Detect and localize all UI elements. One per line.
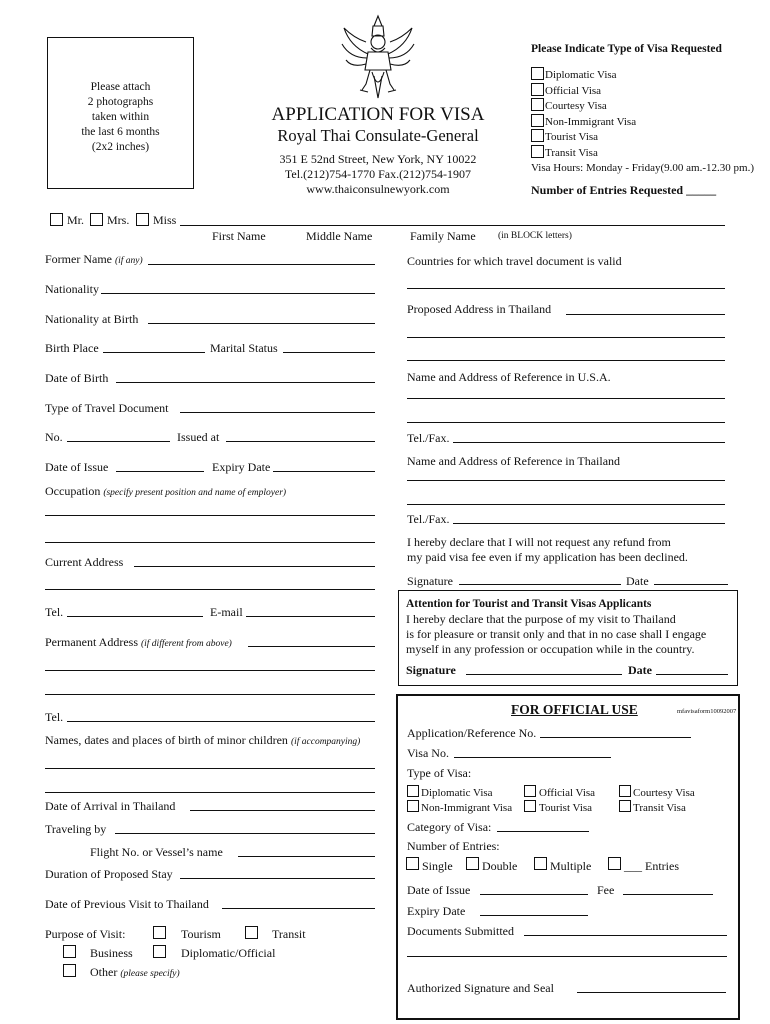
label-category: Category of Visa: (407, 820, 492, 834)
attention-title: Attention for Tourist and Transit Visas Applicants (406, 598, 652, 610)
label-type-of-visa: Type of Visa: (407, 766, 472, 780)
official-date-issue-line[interactable] (480, 894, 588, 895)
label-perm-address (45, 635, 232, 650)
telfax-thai-line[interactable] (453, 523, 725, 524)
option-tourist-visa: Tourist Visa (545, 131, 599, 143)
label-block-letters: (in BLOCK letters) (498, 231, 572, 241)
official-expiry-line[interactable] (480, 915, 588, 916)
children-text: Names, dates and places of birth of minor children (45, 733, 288, 747)
option-transit-visa: Transit Visa (545, 147, 598, 159)
signature-date-line[interactable] (654, 584, 728, 585)
label-travel-doc: Type of Travel Document (45, 401, 169, 415)
visa-no-line[interactable] (454, 757, 611, 758)
option-diplomatic-visa: Diplomatic Visa (545, 69, 617, 81)
entries-requested: Number of Entries Requested _____ (531, 183, 717, 197)
form-title: APPLICATION FOR VISA (271, 104, 485, 125)
garuda-emblem-icon (338, 12, 418, 102)
perm-address-text: Permanent Address (45, 635, 138, 649)
photo-instructions: Please attach 2 photographs taken within the last 6 months (2x2 inches) (81, 81, 160, 153)
occupation-line-1[interactable] (45, 515, 375, 516)
consulate-phone: Tel.(212)754-1770 Fax.(212)754-1907 (284, 167, 472, 181)
perm-address-line-2[interactable] (45, 670, 375, 671)
label-single: Single (422, 859, 453, 873)
label-tel-2: Tel. (45, 710, 64, 724)
checkbox-mr[interactable] (50, 213, 63, 226)
issued-at-line[interactable] (226, 441, 375, 442)
title-miss: Miss (153, 213, 177, 227)
label-signature-date: Date (626, 574, 649, 588)
checkbox-courtesy-visa[interactable] (531, 98, 544, 111)
tel-2-line[interactable] (67, 721, 375, 722)
label-duration: Duration of Proposed Stay (45, 867, 173, 881)
traveling-by-line[interactable] (115, 833, 375, 834)
label-tel: Tel. (45, 605, 64, 619)
current-address-line-2[interactable] (45, 589, 375, 590)
countries-valid-line[interactable] (407, 288, 725, 289)
label-telfax-thai: Tel./Fax. (407, 512, 450, 526)
label-number-entries: Number of Entries: (407, 839, 500, 853)
official-checkbox-transit[interactable] (619, 800, 631, 812)
label-flight: Flight No. or Vessel’s name (90, 845, 223, 859)
name-input-line[interactable] (180, 225, 725, 226)
label-issued-at: Issued at (177, 430, 220, 444)
title-mr: Mr. (67, 213, 85, 227)
other-text: Other (90, 965, 118, 979)
attention-signature-label: Signature (406, 663, 456, 677)
ref-thai-line-2[interactable] (407, 504, 725, 505)
option-official-visa: Official Visa (545, 85, 602, 97)
label-other (90, 965, 180, 980)
official-option-diplomatic: Diplomatic Visa (421, 787, 493, 799)
proposed-address-line-2[interactable] (407, 337, 725, 338)
label-diplomatic-official: Diplomatic/Official (181, 946, 276, 960)
attention-signature-line[interactable] (466, 674, 622, 675)
label-ref-usa: Name and Address of Reference in U.S.A. (407, 370, 611, 384)
doc-no-line[interactable] (67, 441, 170, 442)
email-line[interactable] (246, 616, 375, 617)
label-official-date-issue: Date of Issue (407, 883, 471, 897)
photo-box (47, 37, 194, 189)
app-ref-line[interactable] (540, 737, 691, 738)
label-visa-no: Visa No. (407, 746, 449, 760)
label-fee: Fee (597, 883, 615, 897)
label-expiry-date: Expiry Date (212, 460, 271, 474)
checkbox-mrs[interactable] (90, 213, 103, 226)
label-multiple: Multiple (550, 859, 592, 873)
label-middle-name: Middle Name (306, 229, 373, 243)
official-option-official: Official Visa (539, 787, 596, 799)
checkbox-tourism[interactable] (153, 926, 166, 939)
consulate-name: Royal Thai Consulate-General (277, 126, 479, 145)
official-option-transit: Transit Visa (633, 802, 686, 814)
perm-address-line-1[interactable] (248, 646, 375, 647)
label-purpose: Purpose of Visit: (45, 927, 126, 941)
consulate-website: www.thaiconsulnewyork.com (306, 182, 450, 196)
label-auth-signature: Authorized Signature and Seal (407, 981, 554, 995)
label-birth-place: Birth Place (45, 341, 99, 355)
arrival-line[interactable] (190, 810, 375, 811)
occupation-line-2[interactable] (45, 542, 375, 543)
label-telfax-usa: Tel./Fax. (407, 431, 450, 445)
label-doc-no: No. (45, 430, 63, 444)
option-non-immigrant-visa: Non-Immigrant Visa (545, 116, 637, 128)
children-line-2[interactable] (45, 792, 375, 793)
ref-usa-line-1[interactable] (407, 398, 725, 399)
label-dob: Date of Birth (45, 371, 109, 385)
current-address-line-1[interactable] (134, 566, 375, 567)
label-docs-submitted: Documents Submitted (407, 924, 514, 938)
checkbox-non-immigrant-visa[interactable] (531, 114, 544, 127)
attention-line-3: myself in any profession or occupation while in the country. (406, 642, 695, 656)
former-name-text: Former Name (45, 252, 112, 266)
official-checkbox-courtesy[interactable] (619, 785, 631, 797)
perm-address-line-3[interactable] (45, 694, 375, 695)
label-ref-thai: Name and Address of Reference in Thailand (407, 454, 621, 468)
label-official-expiry: Expiry Date (407, 904, 466, 918)
label-signature: Signature (407, 574, 453, 588)
proposed-address-line-3[interactable] (407, 360, 725, 361)
label-first-name: First Name (212, 229, 266, 243)
official-option-courtesy: Courtesy Visa (633, 787, 695, 799)
label-countries-valid: Countries for which travel document is valid (407, 254, 622, 268)
official-option-tourist: Tourist Visa (539, 802, 593, 814)
checkbox-transit[interactable] (245, 926, 258, 939)
visa-type-heading: Please Indicate Type of Visa Requested (531, 43, 722, 55)
marital-status-line[interactable] (283, 352, 375, 353)
checkbox-multiple[interactable] (534, 857, 547, 870)
label-email: E-mail (210, 605, 243, 619)
ref-usa-line-2[interactable] (407, 422, 725, 423)
nationality-birth-line[interactable] (148, 323, 375, 324)
label-occupation (45, 484, 286, 499)
checkbox-double[interactable] (466, 857, 479, 870)
attention-date-line[interactable] (656, 674, 728, 675)
checkbox-diplomatic-official[interactable] (153, 945, 166, 958)
flight-line[interactable] (238, 856, 375, 857)
official-use-box (396, 694, 740, 1020)
label-children (45, 733, 360, 748)
checkbox-entries[interactable] (608, 857, 621, 870)
label-marital-status: Marital Status (210, 341, 278, 355)
checkbox-business[interactable] (63, 945, 76, 958)
attention-line-1: I hereby declare that the purpose of my visit to Thailand (406, 612, 676, 626)
telfax-usa-line[interactable] (453, 442, 725, 443)
visa-hours: Visa Hours: Monday - Friday(9.00 am.-12.30 pm.) (531, 162, 754, 174)
other-note: (please specify) (120, 969, 180, 979)
checkbox-diplomatic-visa[interactable] (531, 67, 544, 80)
label-family-name: Family Name (410, 229, 476, 243)
proposed-address-line-1[interactable] (566, 314, 725, 315)
attention-date-label: Date (628, 663, 652, 677)
prev-visit-line[interactable] (222, 908, 375, 909)
birth-place-line[interactable] (103, 352, 205, 353)
label-entries: ___ Entries (624, 859, 679, 873)
children-line-1[interactable] (45, 768, 375, 769)
auth-signature-line[interactable] (577, 992, 726, 993)
dob-line[interactable] (116, 382, 375, 383)
official-option-non-immigrant: Non-Immigrant Visa (421, 802, 513, 814)
label-business: Business (90, 946, 133, 960)
checkbox-single[interactable] (406, 857, 419, 870)
consulate-address: 351 E 52nd Street, New York, NY 10022 (279, 152, 477, 166)
official-checkbox-non-immigrant[interactable] (407, 800, 419, 812)
official-checkbox-official[interactable] (524, 785, 536, 797)
label-prev-visit: Date of Previous Visit to Thailand (45, 897, 209, 911)
category-line[interactable] (497, 831, 589, 832)
checkbox-tourist-visa[interactable] (531, 129, 544, 142)
label-arrival: Date of Arrival in Thailand (45, 799, 176, 813)
date-issue-line[interactable] (116, 471, 204, 472)
label-transit: Transit (272, 927, 306, 941)
docs-submitted-line-2[interactable] (407, 956, 727, 957)
label-former-name (45, 252, 143, 267)
former-name-line[interactable] (148, 264, 375, 265)
label-app-ref: Application/Reference No. (407, 726, 537, 740)
attention-line-2: is for pleasure or transit only and that in no case shall I engage (406, 627, 707, 641)
checkbox-transit-visa[interactable] (531, 145, 544, 158)
label-proposed-address: Proposed Address in Thailand (407, 302, 552, 316)
checkbox-official-visa[interactable] (531, 83, 544, 96)
expiry-date-line[interactable] (273, 471, 375, 472)
label-double: Double (482, 859, 518, 873)
official-checkbox-diplomatic[interactable] (407, 785, 419, 797)
occupation-text: Occupation (45, 484, 101, 498)
travel-doc-line[interactable] (180, 412, 375, 413)
label-nationality-birth: Nationality at Birth (45, 312, 139, 326)
occupation-note: (specify present position and name of employer) (103, 488, 287, 498)
option-courtesy-visa: Courtesy Visa (545, 100, 607, 112)
official-checkbox-tourist[interactable] (524, 800, 536, 812)
checkbox-miss[interactable] (136, 213, 149, 226)
official-form-code: mfavisaform10092007 (677, 708, 737, 715)
signature-line[interactable] (459, 584, 621, 585)
refund-declaration-1: I hereby declare that I will not request any refund from (407, 535, 671, 549)
fee-line[interactable] (623, 894, 713, 895)
nationality-line[interactable] (101, 293, 375, 294)
checkbox-other[interactable] (63, 964, 76, 977)
refund-declaration-2: my paid visa fee even if my application has been declined. (407, 550, 688, 564)
perm-address-note: (if different from above) (140, 639, 232, 649)
docs-submitted-line-1[interactable] (524, 935, 727, 936)
label-date-issue: Date of Issue (45, 460, 109, 474)
label-current-address: Current Address (45, 555, 124, 569)
former-name-note: (if any) (114, 256, 143, 266)
label-nationality: Nationality (45, 282, 99, 296)
label-tourism: Tourism (181, 927, 221, 941)
label-traveling-by: Traveling by (45, 822, 107, 836)
children-note: (if accompanying) (290, 737, 361, 747)
tel-line[interactable] (67, 616, 203, 617)
ref-thai-line-1[interactable] (407, 480, 725, 481)
title-mrs: Mrs. (107, 213, 130, 227)
duration-line[interactable] (180, 878, 375, 879)
official-use-title: FOR OFFICIAL USE (511, 702, 638, 717)
